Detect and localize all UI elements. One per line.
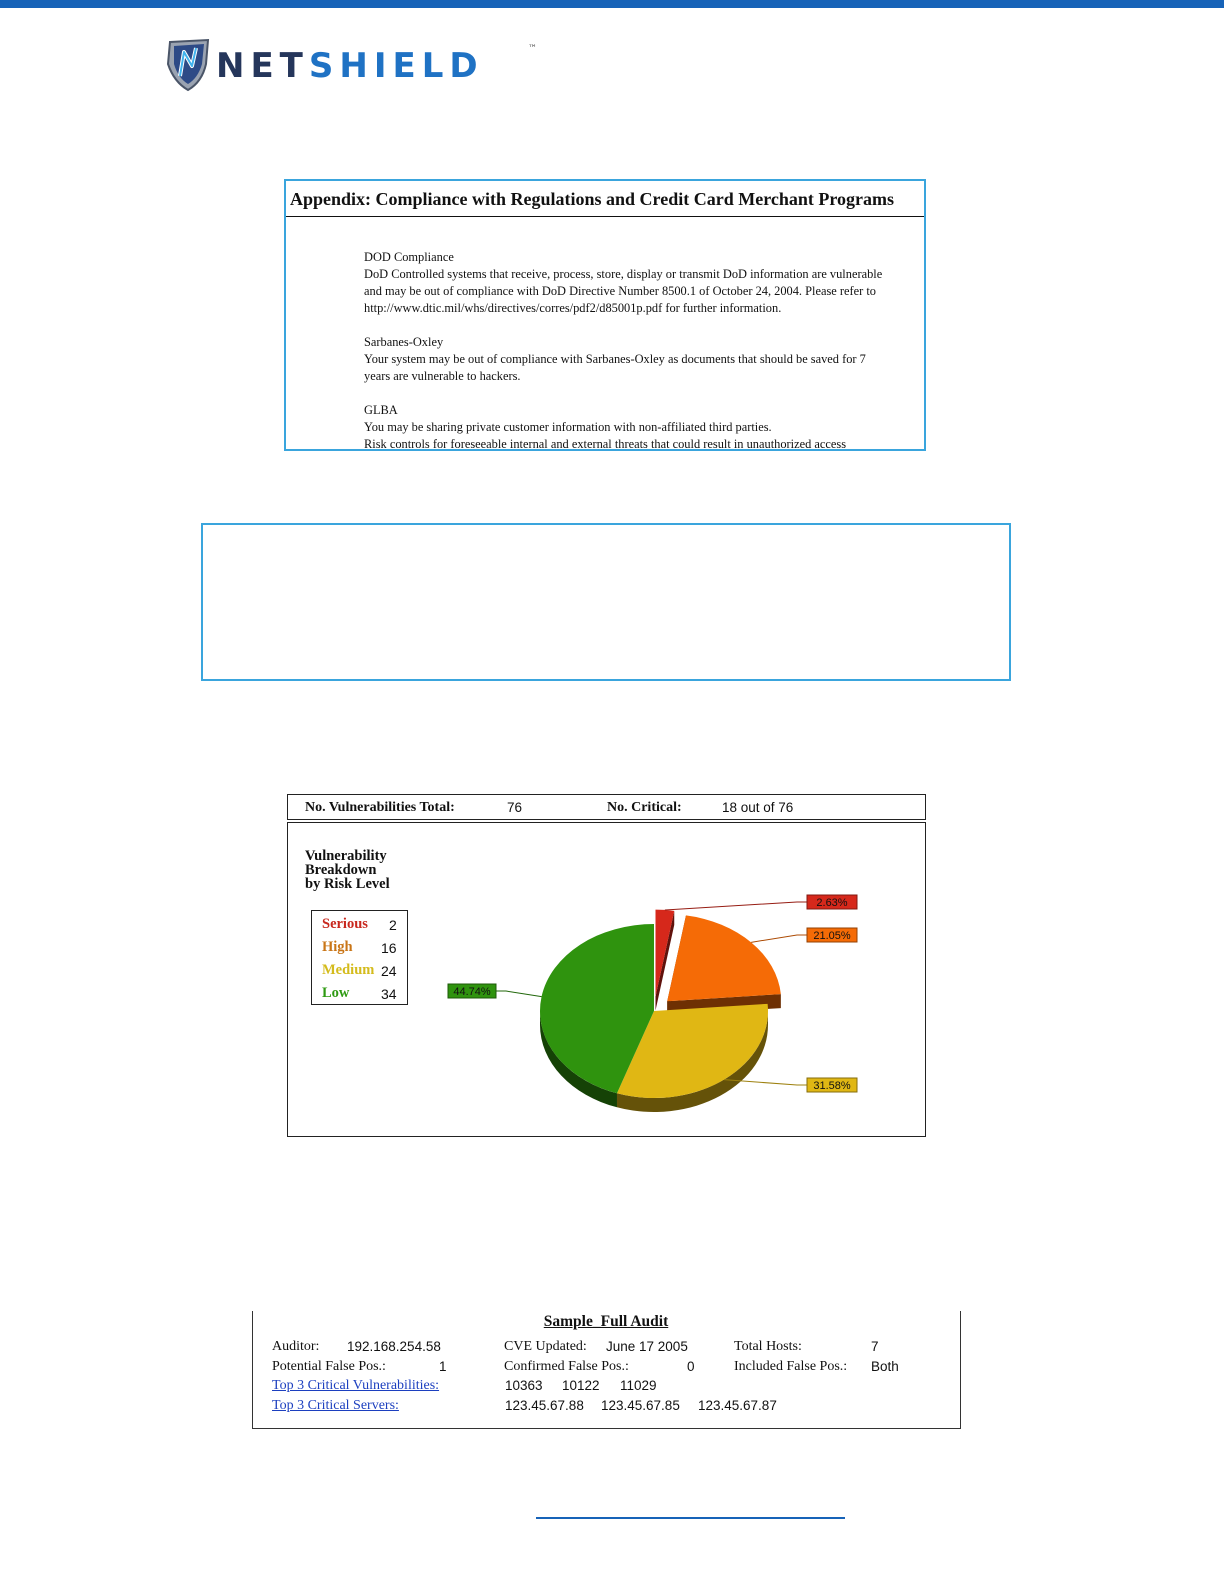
section-line: and may be out of compliance with DoD Directive Number 8500.1 of October 24, 2004. Please refer to (364, 284, 876, 298)
top-vuln-item: 11029 (620, 1378, 657, 1393)
appendix-section (364, 249, 916, 317)
included-false-pos-label: Included False Pos.: (734, 1359, 848, 1374)
included-false-pos-value: Both (871, 1359, 899, 1374)
trademark-mark: ™ (528, 44, 537, 54)
section-title: Sarbanes-Oxley (364, 335, 444, 349)
section-line: years are vulnerable to hackers. (364, 369, 521, 383)
pie-label-serious: 2.63% (816, 897, 848, 909)
top-critical-servers-link[interactable]: Top 3 Critical Servers: (272, 1398, 399, 1413)
vulnerability-breakdown-panel (287, 822, 926, 1137)
auditor-label: Auditor: (272, 1339, 320, 1354)
audit-title: Sample_Full Audit (543, 1313, 669, 1330)
logo-wordmark (216, 42, 484, 90)
leader-line-high (751, 935, 807, 942)
appendix-body (286, 217, 924, 451)
leader-line-low (496, 991, 542, 997)
breakdown-title-line: Vulnerability (305, 848, 387, 864)
total-hosts-value: 7 (871, 1339, 879, 1354)
total-hosts-label: Total Hosts: (734, 1339, 802, 1354)
appendix-snippet (284, 179, 926, 451)
pie-label-medium: 31.58% (813, 1080, 851, 1092)
empty-frame (201, 523, 1011, 681)
total-label: No. Vulnerabilities Total: (305, 800, 455, 815)
legend-label-high: High (322, 939, 353, 955)
logo-text-shield: SHIELD (308, 46, 484, 86)
leader-line-serious (665, 902, 807, 910)
appendix-section (364, 334, 916, 385)
section-line: DoD Controlled systems that receive, process, store, display or transmit DoD information are vulnerable (364, 267, 883, 281)
top-critical-vulnerabilities-link[interactable]: Top 3 Critical Vulnerabilities: (272, 1378, 440, 1393)
section-line: Your system may be out of compliance with Sarbanes-Oxley as documents that should be saved for 7 (364, 352, 866, 366)
top-server-item: 123.45.67.87 (698, 1398, 777, 1413)
confirmed-false-pos-value: 0 (687, 1359, 695, 1374)
legend-label-medium: Medium (322, 962, 375, 978)
critical-value: 18 out of 76 (722, 800, 794, 815)
potential-false-pos-label: Potential False Pos.: (272, 1359, 386, 1374)
risk-pie-chart (288, 823, 925, 1136)
shield-icon (162, 38, 214, 92)
top-vuln-item: 10122 (562, 1378, 600, 1393)
section-line: Risk controls for foreseeable internal and external threats that could result in unauthorized access (364, 437, 847, 451)
netshield-logo (160, 38, 545, 94)
top-server-item: 123.45.67.85 (601, 1398, 680, 1413)
section-title: GLBA (364, 403, 398, 417)
legend-count-serious: 2 (389, 917, 397, 933)
footer-link-underline[interactable] (536, 1517, 845, 1519)
top-vuln-item: 10363 (505, 1378, 543, 1393)
audit-summary (252, 1311, 961, 1429)
auditor-value: 192.168.254.58 (347, 1339, 441, 1354)
legend-label-low: Low (322, 985, 350, 1001)
breakdown-title-line: Breakdown (305, 862, 377, 878)
legend-count-medium: 24 (381, 963, 397, 979)
critical-label: No. Critical: (607, 800, 682, 815)
potential-false-pos-value: 1 (439, 1359, 447, 1374)
pie-slice-high (667, 915, 781, 1001)
top-server-item: 123.45.67.88 (505, 1398, 584, 1413)
cve-updated-value: June 17 2005 (606, 1339, 688, 1354)
total-value: 76 (507, 800, 523, 815)
legend-label-serious: Serious (322, 916, 368, 932)
section-title: DOD Compliance (364, 250, 454, 264)
appendix-heading: Appendix: Compliance with Regulations and Credit Card Merchant Programs (286, 181, 924, 217)
pie-label-high: 21.05% (813, 930, 851, 942)
legend-count-low: 34 (381, 986, 397, 1002)
pie-label-low: 44.74% (453, 986, 491, 998)
legend-count-high: 16 (381, 940, 397, 956)
appendix-section (364, 402, 916, 451)
confirmed-false-pos-label: Confirmed False Pos.: (504, 1359, 629, 1374)
top-rule (0, 0, 1224, 8)
vulnerability-totals-bar (287, 794, 926, 820)
breakdown-title-line: by Risk Level (305, 876, 390, 892)
section-line: You may be sharing private customer information with non-affiliated third parties. (364, 420, 772, 434)
logo-text-net: NET (216, 46, 309, 86)
cve-updated-label: CVE Updated: (504, 1339, 587, 1354)
section-line: http://www.dtic.mil/whs/directives/corres/pdf2/d85001p.pdf for further information. (364, 301, 782, 315)
